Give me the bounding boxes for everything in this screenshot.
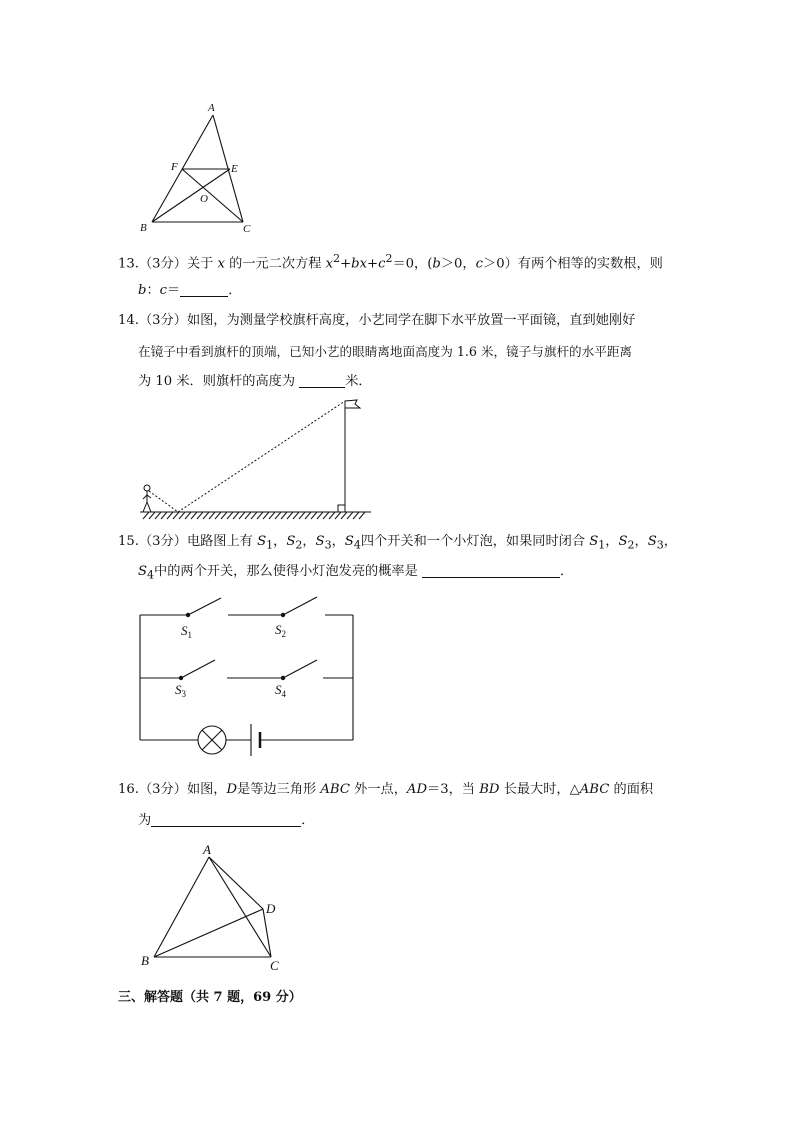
math-var: x xyxy=(217,256,225,272)
subscript: 2 xyxy=(627,538,635,552)
text: ＞0）有两个相等的实数根，则 xyxy=(483,256,663,272)
text: 长最大时，△ xyxy=(503,782,580,797)
text: 中的两个开关，那么使得小灯泡发亮的概率是 xyxy=(154,564,418,579)
question-14-line-1 xyxy=(118,311,635,331)
switch-s1-pivot xyxy=(186,613,190,617)
battery-icon xyxy=(251,724,260,756)
switch-s1-blade xyxy=(188,598,221,615)
question-number: 15. xyxy=(118,534,139,549)
text: ＝ xyxy=(167,283,181,298)
math-var: ABC xyxy=(579,782,610,797)
figure-triangle-abcd xyxy=(135,840,295,975)
switch-s3-blade xyxy=(181,660,215,678)
label-a: A xyxy=(203,842,211,857)
question-14-line-2 xyxy=(138,342,632,362)
label-e: E xyxy=(231,163,238,175)
question-13-line-1 xyxy=(118,249,663,274)
text: ＝3，当 xyxy=(427,782,475,797)
figure-flagpole-mirror xyxy=(135,395,375,525)
text: ， xyxy=(634,534,648,549)
text: ： xyxy=(146,283,160,298)
math-var: S xyxy=(618,534,628,549)
math-var: S xyxy=(344,534,354,549)
text: ， xyxy=(302,534,316,549)
figure-triangle-feo xyxy=(135,100,265,240)
math-var: c xyxy=(475,256,484,272)
text: ． xyxy=(301,813,315,828)
math-expr: +bx+c xyxy=(340,256,386,272)
label-b: B xyxy=(140,222,147,234)
switch-s4-blade xyxy=(283,660,317,678)
switch-s3-pivot xyxy=(179,676,183,680)
text: 关于 xyxy=(186,256,214,272)
question-16-line-1 xyxy=(118,780,653,800)
text: 如图，为测量学校旗杆高度，小艺同学在脚下水平放置一平面镜，直到她刚好 xyxy=(186,313,636,328)
math-var: S xyxy=(286,534,296,549)
label-s3: $S_3$ xyxy=(175,682,186,699)
bulb-icon xyxy=(198,726,226,754)
answer-blank[interactable] xyxy=(180,282,228,297)
answer-blank[interactable] xyxy=(151,812,301,827)
figure-circuit xyxy=(135,590,360,760)
segment-bd xyxy=(154,909,263,957)
math-var: b xyxy=(432,256,441,272)
superscript: 2 xyxy=(333,252,341,265)
ground-hatching xyxy=(143,512,365,519)
question-points: （3分） xyxy=(138,313,187,328)
right-angle-mark xyxy=(338,505,345,512)
subscript: 3 xyxy=(324,538,332,552)
text: ＞0， xyxy=(440,256,476,272)
section-heading: 三、解答题（共 7 题，69 分） xyxy=(118,990,302,1005)
text: 的面积 xyxy=(613,782,654,797)
switch-s2-blade xyxy=(283,597,317,615)
math-var: D xyxy=(226,782,238,797)
text: ＝0，( xyxy=(392,256,433,272)
text: 电路图上有 xyxy=(186,534,253,549)
label-o: O xyxy=(200,193,208,205)
subscript: 1 xyxy=(266,538,274,552)
switch-s2-pivot xyxy=(281,613,285,617)
math-var: S xyxy=(315,534,325,549)
text: 四个开关和一个小灯泡，如果同时闭合 xyxy=(360,534,586,549)
text: 米． xyxy=(345,374,372,389)
text: ． xyxy=(228,283,242,298)
math-var: S xyxy=(647,534,657,549)
label-c: C xyxy=(243,223,251,235)
text: 为 xyxy=(138,813,152,828)
question-points: （3分） xyxy=(138,782,187,797)
question-16-line-2 xyxy=(138,811,314,831)
text: 是等边三角形 xyxy=(237,782,317,797)
label-s1: $S_1$ xyxy=(181,623,192,640)
subscript: 2 xyxy=(295,538,303,552)
subscript: 4 xyxy=(147,568,155,582)
math-var: x xyxy=(325,256,334,272)
question-points: （3分） xyxy=(138,534,187,549)
math-var: S xyxy=(257,534,267,549)
label-d: D xyxy=(266,901,276,916)
label-b: B xyxy=(141,953,149,968)
question-number: 14. xyxy=(118,313,139,328)
label-f: F xyxy=(171,161,178,173)
subscript: 3 xyxy=(656,538,664,552)
flag-icon xyxy=(345,400,360,408)
text: 为 10 米．则旗杆的高度为 xyxy=(138,374,296,389)
math-var: S xyxy=(589,534,599,549)
label-a: A xyxy=(208,102,215,114)
text: ， xyxy=(273,534,287,549)
edge-ab xyxy=(154,857,209,957)
subscript: 1 xyxy=(598,538,606,552)
answer-blank[interactable] xyxy=(422,563,560,578)
math-var: ABC xyxy=(320,782,350,797)
subscript: 4 xyxy=(353,538,361,552)
text: 如图， xyxy=(186,782,227,797)
math-var: BD xyxy=(479,782,500,797)
question-14-line-3 xyxy=(138,372,372,392)
label-s2: $S_2$ xyxy=(275,622,286,639)
question-15-line-1 xyxy=(118,532,677,556)
question-15-line-2 xyxy=(138,562,573,586)
person-figure xyxy=(143,485,151,512)
text: ， xyxy=(331,534,345,549)
sight-line-eye xyxy=(149,491,178,512)
text: ， xyxy=(663,534,677,549)
text: 外一点， xyxy=(354,782,407,797)
label-s4: $S_4$ xyxy=(275,682,286,699)
question-number: 16. xyxy=(118,782,139,797)
superscript: 2 xyxy=(385,252,393,265)
text: 的一元二次方程 xyxy=(229,256,322,272)
label-c: C xyxy=(270,958,279,973)
math-var: AD xyxy=(406,782,428,797)
question-number: 13. xyxy=(118,256,139,272)
text: 在镜子中看到旗杆的顶端，已知小艺的眼睛离地面高度为 1.6 米，镜子与旗杆的水平距离 xyxy=(138,344,633,359)
math-var: b xyxy=(138,283,147,298)
math-var: S xyxy=(138,564,148,579)
text: ， xyxy=(605,534,619,549)
sight-line-flag xyxy=(178,401,345,512)
question-13-line-2 xyxy=(138,281,241,301)
math-var: c xyxy=(159,283,168,298)
answer-blank[interactable] xyxy=(299,373,345,388)
text: ． xyxy=(560,564,574,579)
switch-s4-pivot xyxy=(281,676,285,680)
question-points: （3分） xyxy=(138,256,187,272)
